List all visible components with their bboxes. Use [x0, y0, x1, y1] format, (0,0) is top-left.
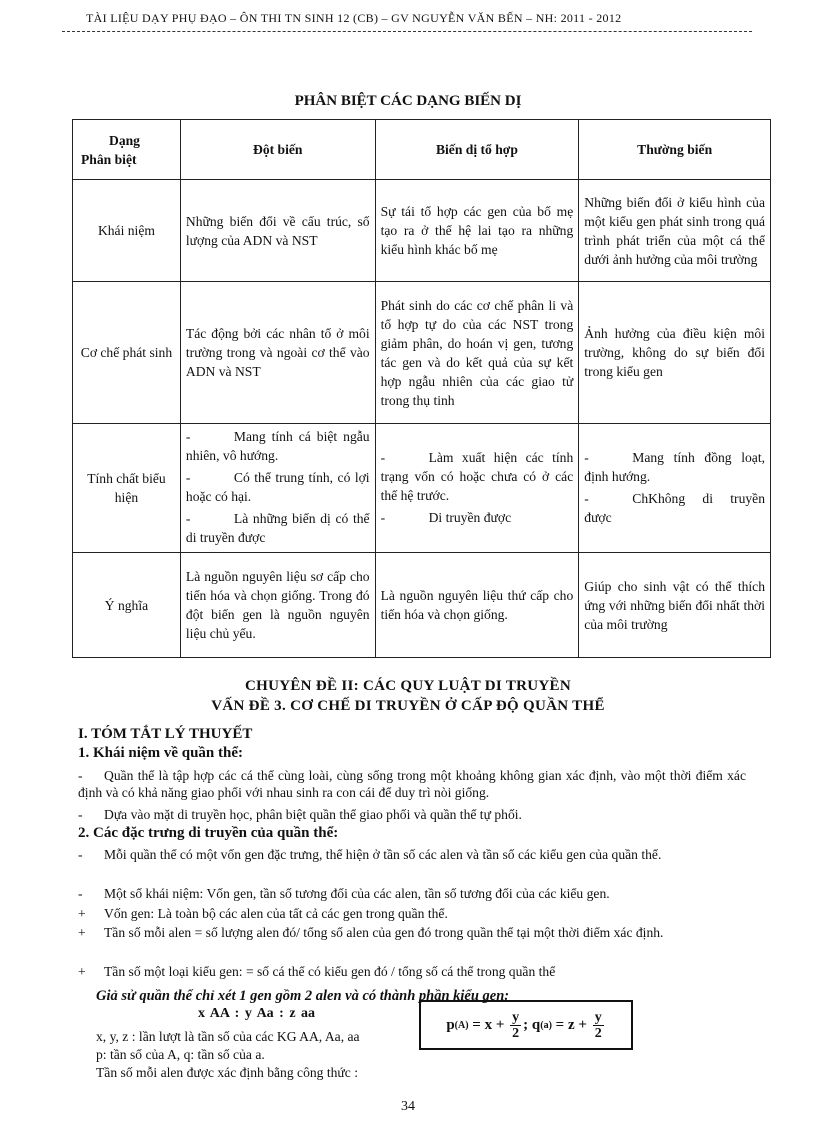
- column-header: Thường biến: [579, 120, 771, 180]
- list-item: - Có thể trung tính, có lợi hoặc có hại.: [185, 470, 370, 504]
- paragraph: [78, 885, 746, 902]
- list-item: - Mang tính đồng loạt, định hướng.: [584, 449, 765, 484]
- denominator: 2: [512, 1025, 520, 1041]
- problem-title: VẤN ĐỀ 3. CƠ CHẾ DI TRUYỀN Ở CẤP ĐỘ QUẦN THỂ: [211, 698, 605, 714]
- table-cell: Những biến đổi ở kiểu hình của một kiểu gen phát sinh trong quá trình phát triển của một cá thể dưới ảnh hưởng của môi trường: [579, 180, 771, 282]
- table-row: [73, 553, 771, 658]
- corner-bottom-label: Phân biệt: [81, 151, 137, 167]
- note-line: p: tần số của A, q: tần số của a.: [96, 1047, 265, 1062]
- table-cell: Những biến đổi về cấu trúc, số lượng của ADN và NST: [180, 180, 375, 282]
- corner-top-label: Dạng: [109, 132, 140, 148]
- list-item: - Là những biến dị có thể di truyền được: [185, 511, 370, 545]
- list-item: - ChKhông di truyền được: [584, 490, 765, 525]
- paragraph-text: Quần thể là tập hợp các cá thể cùng loài, cùng sống trong một khoảng không gian xác định, vào một thời điểm xác định và có khả năng giao phối với nhau sinh ra con cái để duy trì nòi giống.: [78, 768, 746, 800]
- fraction: [593, 1010, 604, 1041]
- paragraph: [78, 846, 746, 863]
- fraction: [510, 1010, 521, 1041]
- header-text: TÀI LIỆU DẠY PHỤ ĐẠO – ÔN THI TN SINH 12 (CB) – GV NGUYỄN VĂN BẾN – NH: 2011 - 2012: [86, 11, 622, 25]
- list-item-text: Mang tính đồng loạt, định hướng.: [584, 449, 765, 484]
- column-header: Đột biến: [180, 120, 375, 180]
- paragraph-text: Tần số một loại kiểu gen: = số cá thể có kiểu gen đó / tổng số cá thể trong quần thể: [104, 964, 556, 979]
- table-row: [73, 282, 771, 424]
- paragraph-text: Mỗi quần thể có một vốn gen đặc trưng, thể hiện ở tần số các alen và tần số các kiểu gen của quần thể.: [104, 847, 662, 862]
- table-corner-cell: [73, 120, 181, 180]
- table-cell: Ảnh hưởng của điều kiện môi trường, không do sự biến đổi trong kiểu gen: [579, 282, 771, 424]
- row-label: Ý nghĩa: [73, 553, 181, 658]
- row-label: Tính chất biểu hiện: [73, 424, 181, 553]
- section-heading: I. TÓM TẮT LÝ THUYẾT: [78, 726, 253, 742]
- eq-part: = z +: [551, 1016, 591, 1033]
- bullet-marker: +: [78, 906, 86, 921]
- numerator: y: [594, 1009, 602, 1025]
- table-cell: [375, 424, 579, 553]
- list-item-text: ChKhông di truyền được: [584, 490, 765, 525]
- bullet-marker: +: [78, 964, 86, 979]
- eq-part: = x +: [468, 1016, 509, 1033]
- bullet-marker: -: [78, 847, 83, 862]
- list-item-text: Có thể trung tính, có lợi hoặc có hại.: [185, 470, 370, 504]
- paragraph-text: Vốn gen: Là toàn bộ các alen của tất cả các gen trong quần thể.: [104, 906, 448, 921]
- numerator: y: [512, 1009, 520, 1025]
- paragraph-text: Dựa vào mặt di truyền học, phân biệt quần thể giao phối và quần thể tự phối.: [104, 807, 522, 822]
- table-cell: Là nguồn nguyên liệu sơ cấp cho tiến hóa và chọn giống. Trong đó đột biến gen là nguồn nguyên liệu chủ yếu.: [180, 553, 375, 658]
- column-header: Biến dị tổ hợp: [375, 120, 579, 180]
- subsection-heading: 2. Các đặc trưng di truyền của quần thể:: [78, 825, 339, 841]
- paragraph: [78, 767, 746, 801]
- genotype-composition: x AA : y Aa : z aa: [198, 1006, 316, 1021]
- list-item-text: Là những biến dị có thể di truyền được: [185, 511, 370, 545]
- table-cell: [180, 424, 375, 553]
- table-cell: Sự tái tổ hợp các gen của bố mẹ tạo ra ở thế hệ lai tạo ra những kiểu hình khác bố mẹ: [375, 180, 579, 282]
- row-label: Cơ chế phát sinh: [73, 282, 181, 424]
- list-item: - Làm xuất hiện các tính trạng vốn có hoặc chưa có ở các thế hệ trước.: [380, 449, 574, 503]
- paragraph-text: Tần số mỗi alen = số lượng alen đó/ tổng số alen của gen đó trong quần thể tại một thời điểm xác định.: [104, 925, 664, 940]
- list-item-text: Làm xuất hiện các tính trạng vốn có hoặc chưa có ở các thế hệ trước.: [380, 449, 574, 503]
- bullet-marker: +: [78, 925, 86, 940]
- paragraph: [78, 905, 746, 922]
- comparison-table: [72, 119, 771, 658]
- q-symbol: q: [531, 1016, 541, 1033]
- p-symbol: p: [446, 1016, 455, 1033]
- list-item: - Di truyền được: [380, 509, 512, 525]
- bullet-marker: -: [78, 768, 83, 783]
- p-subscript: (A): [454, 1019, 469, 1031]
- paragraph: [78, 963, 746, 980]
- list-item: - Mang tính cá biệt ngẫu nhiên, vô hướng.: [185, 429, 370, 463]
- chapter-title: CHUYÊN ĐỀ II: CÁC QUY LUẬT DI TRUYỀN: [245, 678, 571, 694]
- table-cell: Là nguồn nguyên liệu thứ cấp cho tiến hóa và chọn giống.: [375, 553, 579, 658]
- list-item-text: Mang tính cá biệt ngẫu nhiên, vô hướng.: [185, 429, 370, 463]
- allele-frequency-formula: [419, 1000, 633, 1050]
- paragraph-text: Một số khái niệm: Vốn gen, tần số tương đối của các alen, tần số tương đối của các kiểu gen.: [104, 886, 610, 901]
- bullet-marker: -: [78, 807, 83, 822]
- table-cell: [579, 424, 771, 553]
- paragraph: [78, 924, 746, 941]
- table-row: [73, 180, 771, 282]
- bullet-marker: -: [78, 886, 83, 901]
- paragraph: [78, 806, 746, 823]
- table-cell: Phát sinh do các cơ chế phân li và tổ hợp tự do của các NST trong giảm phân, do hoán vị gen, tương tác gen và do kết quả của sự kết hợp ngẫu nhiên của các giao tử trong thụ tinh: [375, 282, 579, 424]
- subsection-heading: 1. Khái niệm về quần thể:: [78, 745, 244, 761]
- page-number: 34: [401, 1099, 415, 1114]
- page-header: [62, 6, 752, 32]
- list-item-text: Di truyền được: [428, 509, 512, 525]
- table-cell: Tác động bởi các nhân tố ở môi trường trong và ngoài cơ thể vào ADN và NST: [180, 282, 375, 424]
- table-header-row: [73, 120, 771, 180]
- note-line: Tần số mỗi alen được xác định bằng công thức :: [96, 1065, 359, 1080]
- row-label: Khái niệm: [73, 180, 181, 282]
- denominator: 2: [594, 1025, 602, 1041]
- table-row: [73, 424, 771, 553]
- q-subscript: (a): [540, 1019, 552, 1031]
- assumption-text: Giả sử quần thể chỉ xét 1 gen gồm 2 alen và có thành phần kiểu gen:: [96, 988, 510, 1004]
- table-title: PHÂN BIỆT CÁC DẠNG BIẾN DỊ: [294, 93, 522, 109]
- separator: ;: [523, 1016, 532, 1033]
- note-line: x, y, z : lần lượt là tần số của các KG AA, Aa, aa: [96, 1029, 360, 1044]
- table-cell: Giúp cho sinh vật có thể thích ứng với những biến đổi nhất thời của môi trường: [579, 553, 771, 658]
